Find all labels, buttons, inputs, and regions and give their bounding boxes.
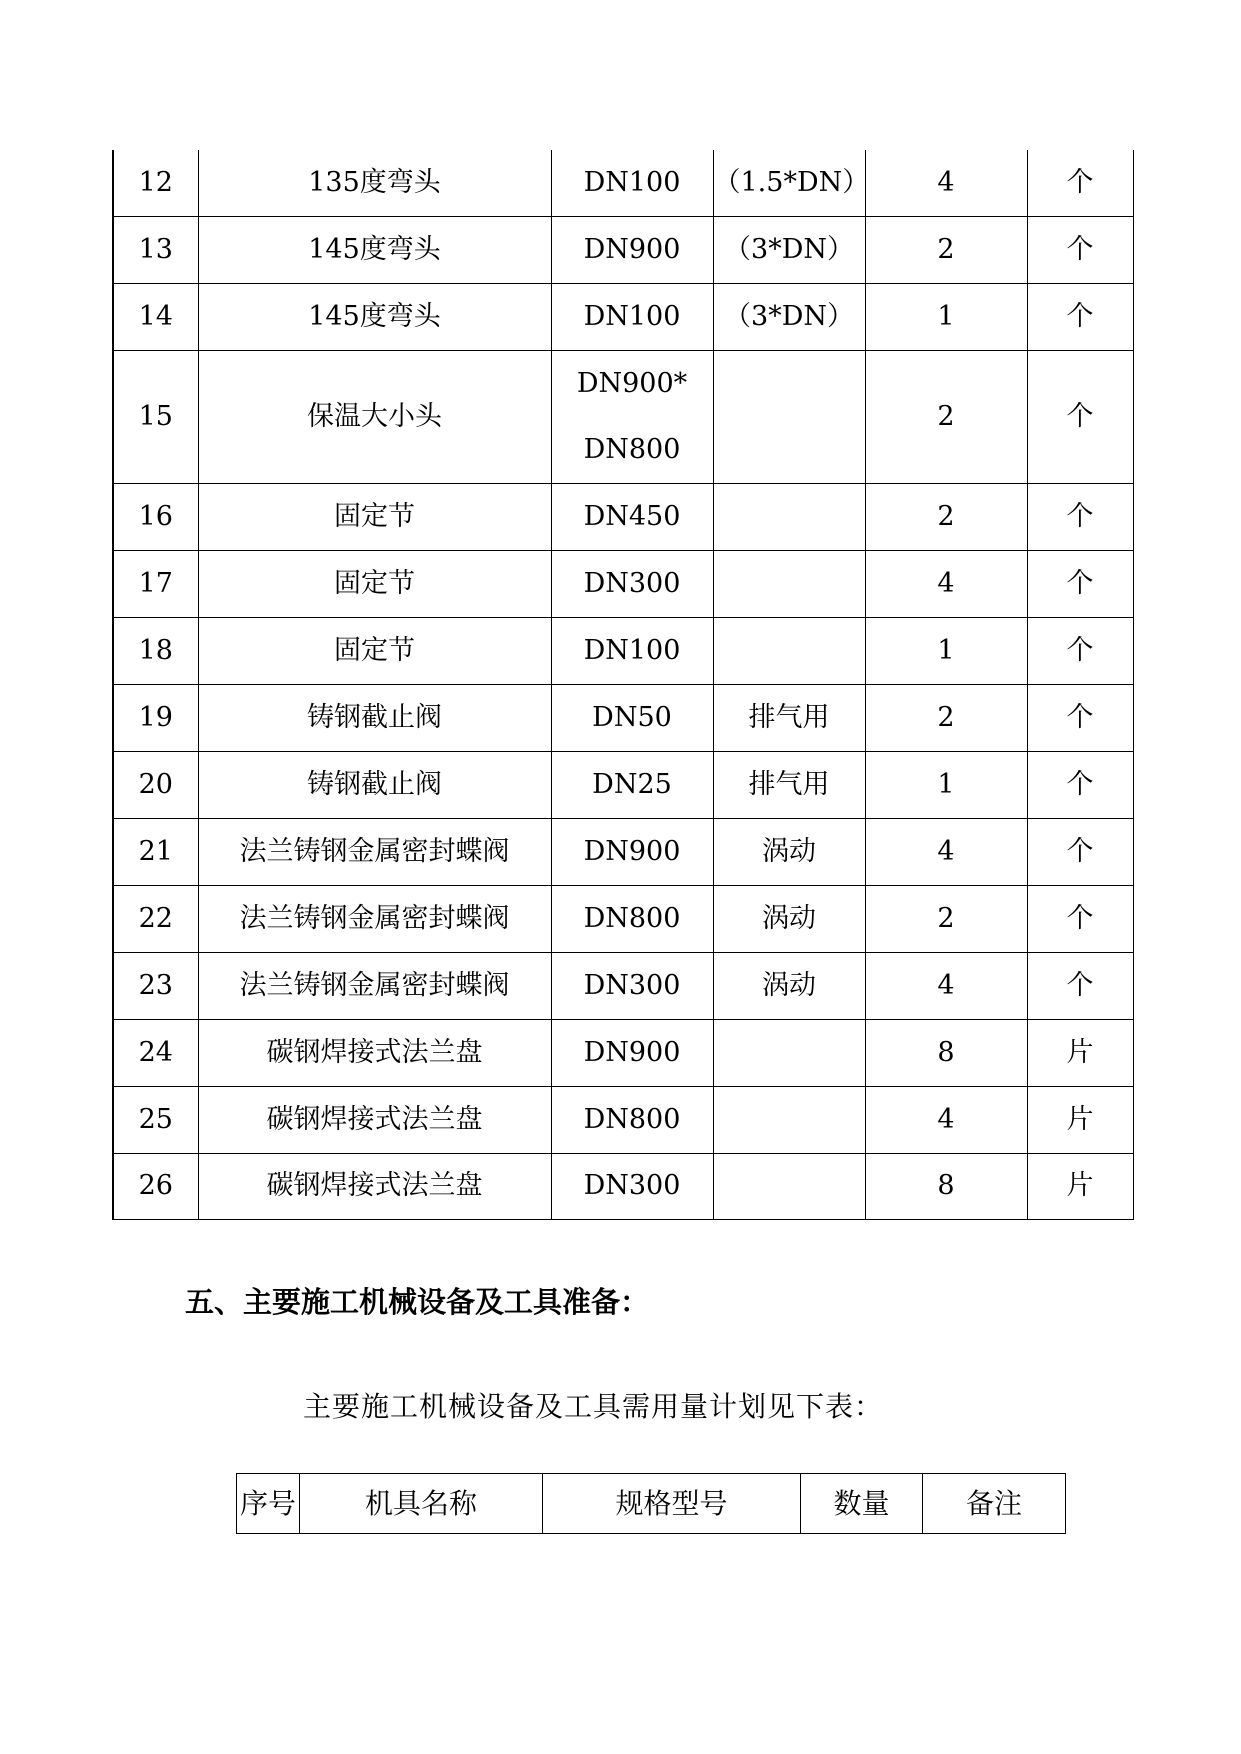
tools-table xyxy=(236,1473,1066,1534)
item-unit: 个 xyxy=(1027,952,1133,1019)
item-quantity: 1 xyxy=(865,283,1027,350)
item-spec: DN800 xyxy=(551,885,713,952)
item-name: 碳钢焊接式法兰盘 xyxy=(198,1019,551,1086)
item-unit: 个 xyxy=(1027,617,1133,684)
item-unit: 片 xyxy=(1027,1086,1133,1153)
item-quantity: 4 xyxy=(865,550,1027,617)
item-spec: DN900 xyxy=(551,818,713,885)
row-number: 15 xyxy=(113,350,198,483)
table-row xyxy=(113,684,1133,751)
table-row xyxy=(113,216,1133,283)
table-row xyxy=(113,617,1133,684)
item-name: 法兰铸钢金属密封蝶阀 xyxy=(198,818,551,885)
item-spec: DN300 xyxy=(551,952,713,1019)
item-note: （1.5*DN） xyxy=(713,150,865,216)
item-spec: DN300 xyxy=(551,1153,713,1219)
item-note xyxy=(713,550,865,617)
item-quantity: 1 xyxy=(865,617,1027,684)
item-name: 145度弯头 xyxy=(198,283,551,350)
item-spec-line-2: DN800 xyxy=(583,433,681,465)
table-row xyxy=(113,1019,1133,1086)
item-note xyxy=(713,1086,865,1153)
item-spec: DN100 xyxy=(551,150,713,216)
row-number: 17 xyxy=(113,550,198,617)
item-quantity: 2 xyxy=(865,483,1027,550)
item-name: 固定节 xyxy=(198,617,551,684)
row-number: 23 xyxy=(113,952,198,1019)
item-note: （3*DN） xyxy=(713,216,865,283)
item-unit: 个 xyxy=(1027,150,1133,216)
item-note: 涡动 xyxy=(713,952,865,1019)
row-number: 25 xyxy=(113,1086,198,1153)
item-note xyxy=(713,1153,865,1219)
item-spec-line-1: DN900* xyxy=(576,367,688,399)
item-unit: 个 xyxy=(1027,350,1133,483)
item-name: 法兰铸钢金属密封蝶阀 xyxy=(198,952,551,1019)
table-row xyxy=(113,885,1133,952)
table-row xyxy=(113,751,1133,818)
row-number: 12 xyxy=(113,150,198,216)
item-unit: 个 xyxy=(1027,885,1133,952)
item-name: 保温大小头 xyxy=(198,350,551,483)
table-row xyxy=(113,483,1133,550)
item-name: 铸钢截止阀 xyxy=(198,684,551,751)
materials-table xyxy=(112,150,1134,1220)
row-number: 19 xyxy=(113,684,198,751)
table-row xyxy=(113,952,1133,1019)
item-spec: DN100 xyxy=(551,283,713,350)
table-row xyxy=(113,150,1133,216)
item-note xyxy=(713,617,865,684)
item-note: 涡动 xyxy=(713,885,865,952)
table-row xyxy=(113,818,1133,885)
table-header-row xyxy=(237,1474,1066,1534)
item-name: 铸钢截止阀 xyxy=(198,751,551,818)
item-quantity: 4 xyxy=(865,952,1027,1019)
item-quantity: 4 xyxy=(865,150,1027,216)
row-number: 20 xyxy=(113,751,198,818)
item-unit: 个 xyxy=(1027,684,1133,751)
item-note xyxy=(713,350,865,483)
item-unit: 个 xyxy=(1027,283,1133,350)
item-quantity: 4 xyxy=(865,1086,1027,1153)
item-unit: 个 xyxy=(1027,818,1133,885)
table-row xyxy=(113,283,1133,350)
item-quantity: 2 xyxy=(865,350,1027,483)
item-name: 碳钢焊接式法兰盘 xyxy=(198,1153,551,1219)
row-number: 26 xyxy=(113,1153,198,1219)
item-quantity: 2 xyxy=(865,216,1027,283)
item-spec xyxy=(551,350,713,483)
item-spec: DN100 xyxy=(551,617,713,684)
header-specification: 规格型号 xyxy=(543,1474,801,1534)
item-spec: DN900 xyxy=(551,216,713,283)
item-name: 法兰铸钢金属密封蝶阀 xyxy=(198,885,551,952)
section-heading: 五、主要施工机械设备及工具准备： xyxy=(185,1285,650,1319)
table-row xyxy=(113,350,1133,483)
item-spec: DN450 xyxy=(551,483,713,550)
table-row xyxy=(113,1086,1133,1153)
row-number: 16 xyxy=(113,483,198,550)
item-unit: 片 xyxy=(1027,1153,1133,1219)
item-unit: 片 xyxy=(1027,1019,1133,1086)
row-number: 14 xyxy=(113,283,198,350)
item-unit: 个 xyxy=(1027,216,1133,283)
item-spec: DN50 xyxy=(551,684,713,751)
row-number: 24 xyxy=(113,1019,198,1086)
item-quantity: 2 xyxy=(865,885,1027,952)
item-name: 145度弯头 xyxy=(198,216,551,283)
item-note xyxy=(713,483,865,550)
item-spec: DN900 xyxy=(551,1019,713,1086)
item-quantity: 1 xyxy=(865,751,1027,818)
item-spec: DN25 xyxy=(551,751,713,818)
header-quantity: 数量 xyxy=(801,1474,923,1534)
item-unit: 个 xyxy=(1027,550,1133,617)
table-row xyxy=(113,550,1133,617)
item-quantity: 4 xyxy=(865,818,1027,885)
item-spec: DN800 xyxy=(551,1086,713,1153)
item-name: 135度弯头 xyxy=(198,150,551,216)
item-unit: 个 xyxy=(1027,751,1133,818)
header-serial-number: 序号 xyxy=(237,1474,300,1534)
item-quantity: 8 xyxy=(865,1153,1027,1219)
item-note: 排气用 xyxy=(713,684,865,751)
row-number: 22 xyxy=(113,885,198,952)
header-remarks: 备注 xyxy=(923,1474,1066,1534)
item-name: 固定节 xyxy=(198,483,551,550)
item-name: 碳钢焊接式法兰盘 xyxy=(198,1086,551,1153)
header-tool-name: 机具名称 xyxy=(300,1474,543,1534)
item-name: 固定节 xyxy=(198,550,551,617)
row-number: 13 xyxy=(113,216,198,283)
item-quantity: 2 xyxy=(865,684,1027,751)
row-number: 18 xyxy=(113,617,198,684)
item-note: 涡动 xyxy=(713,818,865,885)
item-note xyxy=(713,1019,865,1086)
row-number: 21 xyxy=(113,818,198,885)
item-quantity: 8 xyxy=(865,1019,1027,1086)
item-note: （3*DN） xyxy=(713,283,865,350)
intro-paragraph: 主要施工机械设备及工具需用量计划见下表： xyxy=(303,1390,884,1423)
item-spec: DN300 xyxy=(551,550,713,617)
item-note: 排气用 xyxy=(713,751,865,818)
item-unit: 个 xyxy=(1027,483,1133,550)
table-row xyxy=(113,1153,1133,1219)
